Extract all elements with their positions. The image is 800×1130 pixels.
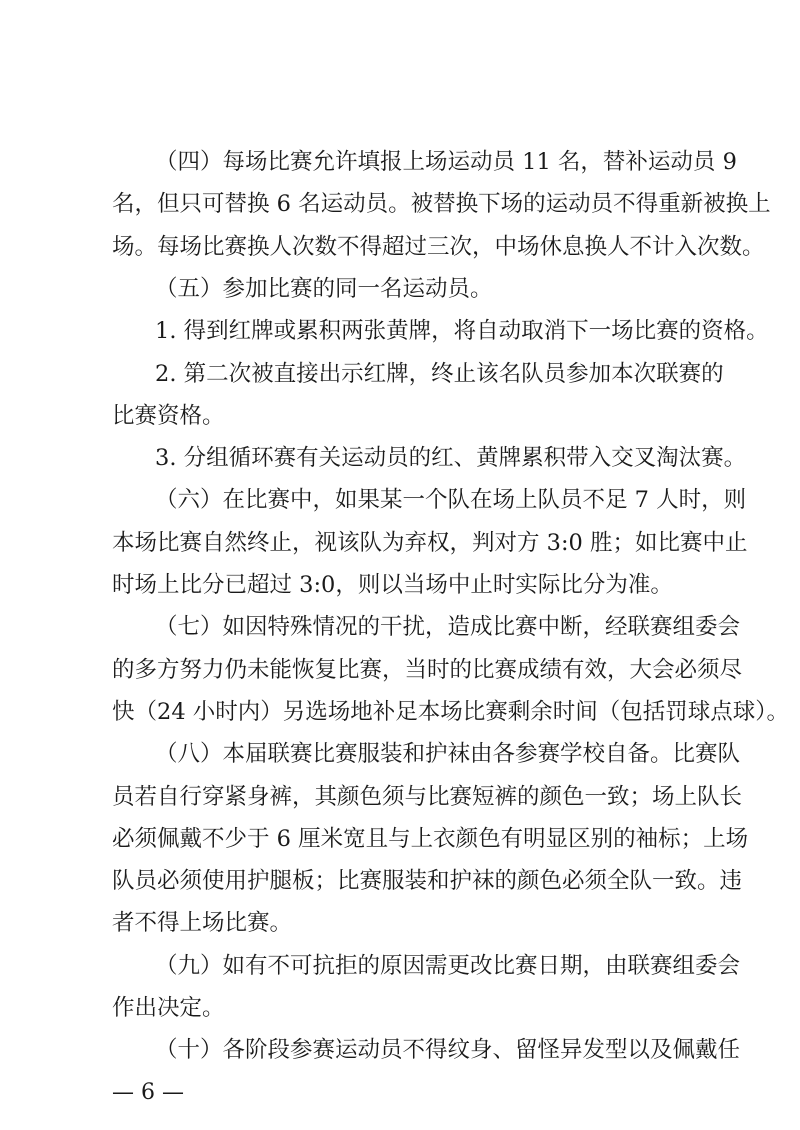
text-line: （十）各阶段参赛运动员不得纹身、留怪异发型以及佩戴任 bbox=[155, 1037, 741, 1064]
text-line: 2. 第二次被直接出示红牌，终止该名队员参加本次联赛的 bbox=[155, 360, 724, 387]
text-line: （四）每场比赛允许填报上场运动员 11 名，替补运动员 9 bbox=[155, 149, 737, 175]
text-line: 名，但只可替换 6 名运动员。被替换下场的运动员不得重新被换上 bbox=[112, 191, 771, 218]
page-number: — 6 — bbox=[112, 1080, 184, 1105]
text-line: （九）如有不可抗拒的原因需更改比赛日期，由联赛组委会 bbox=[155, 952, 741, 979]
text-line: 快（24 小时内）另选场地补足本场比赛剩余时间（包括罚球点球）。 bbox=[112, 698, 790, 725]
text-line: （六）在比赛中，如果某一个队在场上队员不足 7 人时，则 bbox=[155, 487, 747, 514]
text-line: 作出决定。 bbox=[112, 995, 225, 1021]
text-line: 比赛资格。 bbox=[112, 402, 225, 429]
text-line: （七）如因特殊情况的干扰，造成比赛中断，经联赛组委会 bbox=[155, 614, 741, 641]
text-line: （五）参加比赛的同一名运动员。 bbox=[155, 275, 493, 302]
text-line: 的多方努力仍未能恢复比赛，当时的比赛成绩有效，大会必须尽 bbox=[112, 656, 743, 683]
text-line: 场。每场比赛换人次数不得超过三次，中场休息换人不计入次数。 bbox=[112, 233, 765, 260]
text-line: 队员必须使用护腿板；比赛服装和护袜的颜色必须全队一致。违 bbox=[112, 868, 743, 895]
text-line: 时场上比分已超过 3:0，则以当场中止时实际比分为准。 bbox=[112, 572, 673, 598]
text-line: 必须佩戴不少于 6 厘米宽且与上衣颜色有明显区别的袖标；上场 bbox=[112, 825, 749, 852]
text-line: 本场比赛自然终止，视该队为弃权，判对方 3:0 胜；如比赛中止 bbox=[112, 529, 748, 556]
text-line: （八）本届联赛比赛服装和护袜由各参赛学校自备。比赛队 bbox=[155, 741, 741, 768]
text-line: 者不得上场比赛。 bbox=[112, 910, 293, 937]
text-line: 1. 得到红牌或累积两张黄牌，将自动取消下一场比赛的资格。 bbox=[155, 318, 769, 345]
text-line: 员若自行穿紧身裤，其颜色须与比赛短裤的颜色一致；场上队长 bbox=[112, 783, 743, 810]
text-line: 3. 分组循环赛有关运动员的红、黄牌累积带入交叉淘汰赛。 bbox=[155, 445, 747, 472]
